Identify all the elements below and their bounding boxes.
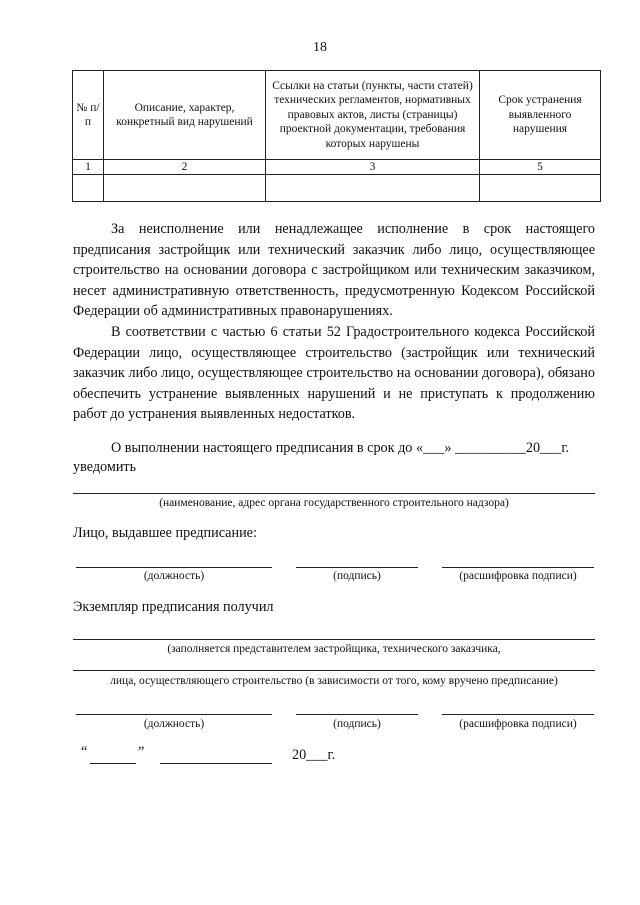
issuer-heading: Лицо, выдавшее предписание: [73, 525, 257, 541]
receiver-signature-caption: (подпись) [333, 718, 381, 730]
receiver-position-line [76, 714, 272, 715]
notify-label: уведомить [73, 459, 137, 475]
liability-paragraph [73, 219, 595, 322]
receiver-decoding-caption: (расшифровка подписи) [459, 718, 577, 730]
receiver-signature-line [296, 714, 418, 715]
table-cell [104, 175, 266, 202]
liability-text: За неисполнение или ненадлежащее исполнение в срок настоящего предписания застройщик или технический заказчик либо лицо, осуществляющее строительство на основании договора с застройщиком или техническим заказчиком, несет административную ответственность, предусмотренную Кодексом Российской Федерации об административных правонарушениях. [73, 221, 595, 319]
date-open-quote: “ [81, 744, 88, 760]
date-close-quote: ” [138, 744, 145, 760]
receiver-fill-line-2 [73, 670, 595, 671]
page-number: 18 [313, 40, 327, 55]
receiver-caption: (заполняется представителем застройщика, технического заказчика, [167, 643, 501, 655]
header-references: Ссылки на статьи (пункты, части статей) технических регламентов, нормативных правовых актов, листы (страницы) проектной документации, требования которых нарушены [266, 71, 480, 160]
table-cell [266, 175, 480, 202]
receiver-heading: Экземпляр предписания получил [73, 599, 274, 615]
table-cell [73, 175, 104, 202]
table-column-numbers-row [73, 160, 601, 175]
table-row [73, 175, 601, 202]
deadline-line: О выполнении настоящего предписания в срок до «___» __________20___г. [111, 440, 570, 456]
issuer-position-line [76, 567, 272, 568]
issuer-position-caption: (должность) [143, 570, 205, 582]
column-number: 5 [480, 160, 601, 175]
authority-fill-line [73, 493, 595, 494]
date-month-line [160, 763, 272, 764]
obligation-paragraph [73, 322, 595, 425]
issuer-signature-line [296, 567, 418, 568]
authority-caption: (наименование, адрес органа государственного строительного надзора) [159, 497, 509, 509]
receiver-position-caption: (должность) [143, 718, 205, 730]
issuer-signature-caption: (подпись) [333, 570, 381, 582]
receiver-caption-2: лица, осуществляющего строительство (в зависимости от того, кому вручено предписание) [110, 675, 558, 687]
column-number: 2 [104, 160, 266, 175]
date-year: 20___г. [292, 747, 336, 763]
receiver-decoding-line [442, 714, 594, 715]
column-number: 3 [266, 160, 480, 175]
issuer-decoding-caption: (расшифровка подписи) [459, 570, 577, 582]
issuer-decoding-line [442, 567, 594, 568]
column-number: 1 [73, 160, 104, 175]
receiver-fill-line [73, 639, 595, 640]
header-deadline: Срок устранения выявленного нарушения [480, 71, 601, 160]
table-header-row [73, 71, 601, 160]
header-description: Описание, характер, конкретный вид нарушений [104, 71, 266, 160]
header-number: № п/п [73, 71, 104, 160]
date-day-line [90, 763, 136, 764]
violations-table [72, 70, 601, 202]
obligation-text: В соответствии с частью 6 статьи 52 Градостроительного кодекса Российской Федерации лицо, осуществляющее строительство (застройщик или технический заказчик либо лицо, осуществляющее строительство на основании договора), обязано обеспечить устранение выявленных нарушений и не приступать к продолжению работ до устранения выявленных недостатков. [73, 324, 595, 422]
table-cell [480, 175, 601, 202]
